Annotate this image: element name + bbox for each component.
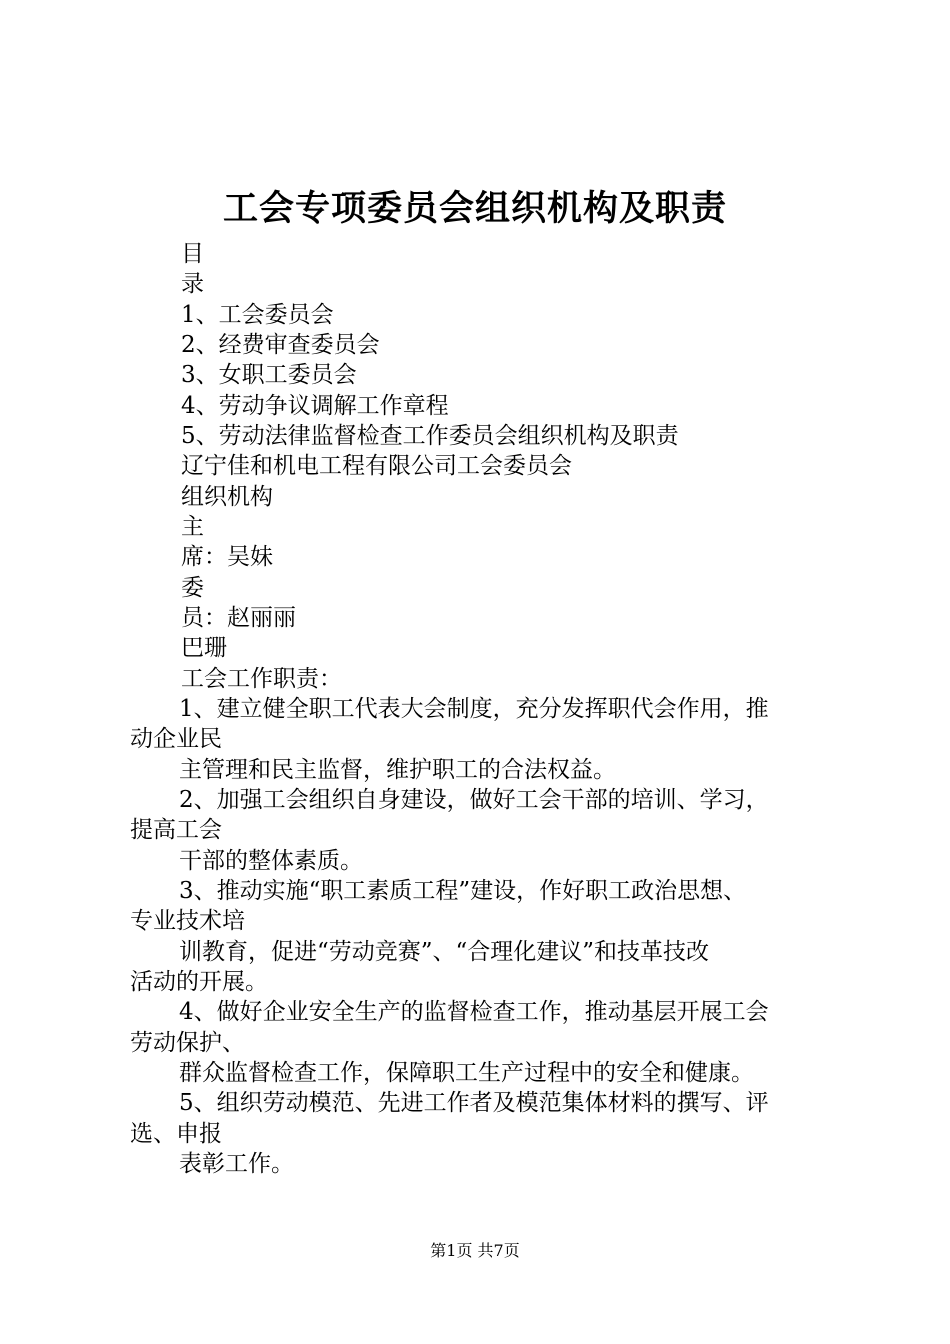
toc-item-5: 5、劳动法律监督检查工作委员会组织机构及职责 [181, 423, 679, 449]
duty-2-line-3: 干部的整体素质。 [179, 848, 363, 874]
duty-5-line-3: 表彰工作。 [179, 1151, 294, 1177]
duty-2-line-2: 提高工会 [130, 817, 222, 843]
toc-item-3: 3、女职工委员会 [181, 362, 357, 388]
duty-3-line-2: 专业技术培 [130, 908, 245, 934]
duty-5-line-2: 选、申报 [130, 1121, 222, 1147]
toc-item-1: 1、工会委员会 [181, 302, 334, 328]
duties-heading: 工会工作职责： [181, 666, 342, 692]
page-footer: 第1页 共7页 [430, 1241, 520, 1260]
member-name: 巴珊 [181, 635, 227, 661]
toc-item-4: 4、劳动争议调解工作章程 [181, 393, 449, 419]
duty-2-line-1: 2、加强工会组织自身建设，做好工会干部的培训、学习， [179, 787, 769, 813]
duty-4-line-1: 4、做好企业安全生产的监督检查工作，推动基层开展工会 [179, 999, 769, 1025]
chairman-label-1: 主 [181, 514, 204, 540]
section-heading: 组织机构 [181, 484, 273, 510]
duty-3-line-4: 活动的开展。 [130, 969, 268, 995]
duty-4-line-2: 劳动保护、 [130, 1030, 245, 1056]
duty-1-line-2: 动企业民 [130, 726, 222, 752]
duty-5-line-1: 5、组织劳动模范、先进工作者及模范集体材料的撰写、评 [179, 1090, 769, 1116]
toc-item-2: 2、经费审查委员会 [181, 332, 380, 358]
member-label-1: 委 [181, 575, 204, 601]
duty-4-line-3: 群众监督检查工作，保障职工生产过程中的安全和健康。 [179, 1060, 754, 1086]
duty-3-line-3: 训教育，促进“劳动竞赛”、“合理化建议”和技革技改 [179, 939, 710, 965]
duty-3-line-1: 3、推动实施“职工素质工程”建设，作好职工政治思想、 [179, 878, 747, 904]
duty-1-line-3: 主管理和民主监督，维护职工的合法权益。 [179, 757, 616, 783]
company-heading: 辽宁佳和机电工程有限公司工会委员会 [181, 453, 572, 479]
toc-heading-char-2: 录 [181, 271, 204, 297]
chairman-line: 席：吴妹 [181, 544, 273, 570]
duty-1-line-1: 1、建立健全职工代表大会制度，充分发挥职代会作用，推 [179, 696, 769, 722]
toc-heading-char-1: 目 [181, 241, 204, 267]
member-line: 员：赵丽丽 [181, 605, 296, 631]
document-title: 工会专项委员会组织机构及职责 [222, 189, 727, 229]
